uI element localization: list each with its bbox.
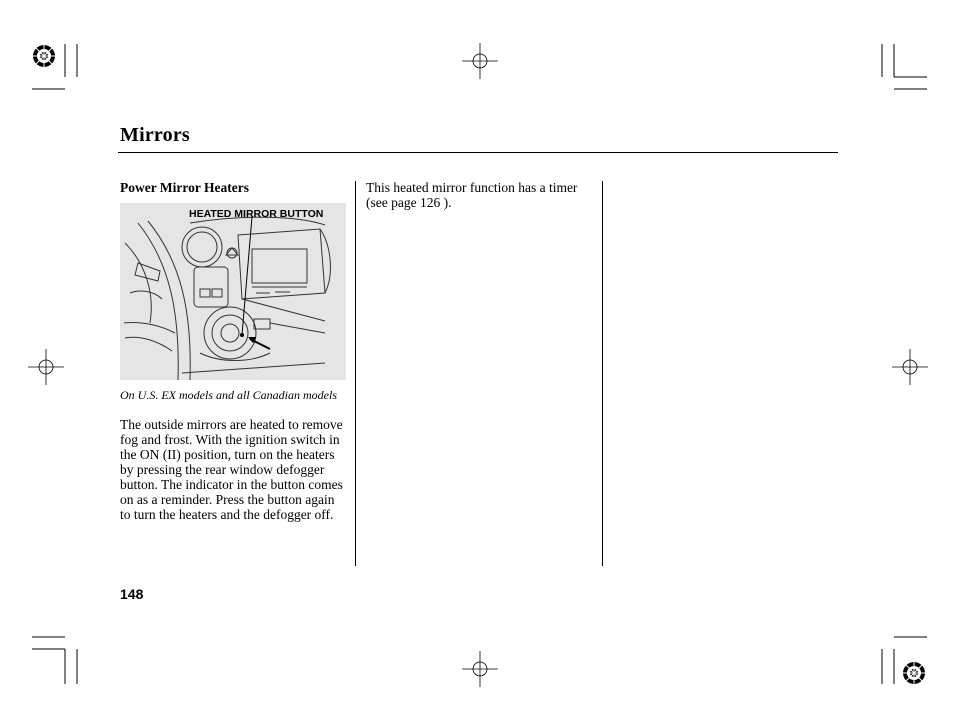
figure-label: HEATED MIRROR BUTTON <box>189 208 324 220</box>
body-paragraph: The outside mirrors are heated to remove fog and frost. With the ignition switch in the ON (II) position, turn on the heaters by pressing the rear window defogger button. The indicator in the button comes on as a reminder. Press the button again to turn the heaters and the defogger off. <box>120 417 343 522</box>
dashboard-drawing <box>120 203 346 380</box>
column-divider-right <box>602 181 603 566</box>
page-number: 148 <box>120 586 144 602</box>
page-title: Mirrors <box>120 124 190 146</box>
column-divider-left <box>355 181 356 566</box>
column2-paragraph: This heated mirror function has a timer (see page 126 ). <box>366 180 578 210</box>
figure-caption: On U.S. EX models and all Canadian models <box>120 388 337 402</box>
section-heading: Power Mirror Heaters <box>120 180 249 195</box>
title-divider <box>118 152 838 153</box>
dashboard-illustration <box>120 203 346 380</box>
